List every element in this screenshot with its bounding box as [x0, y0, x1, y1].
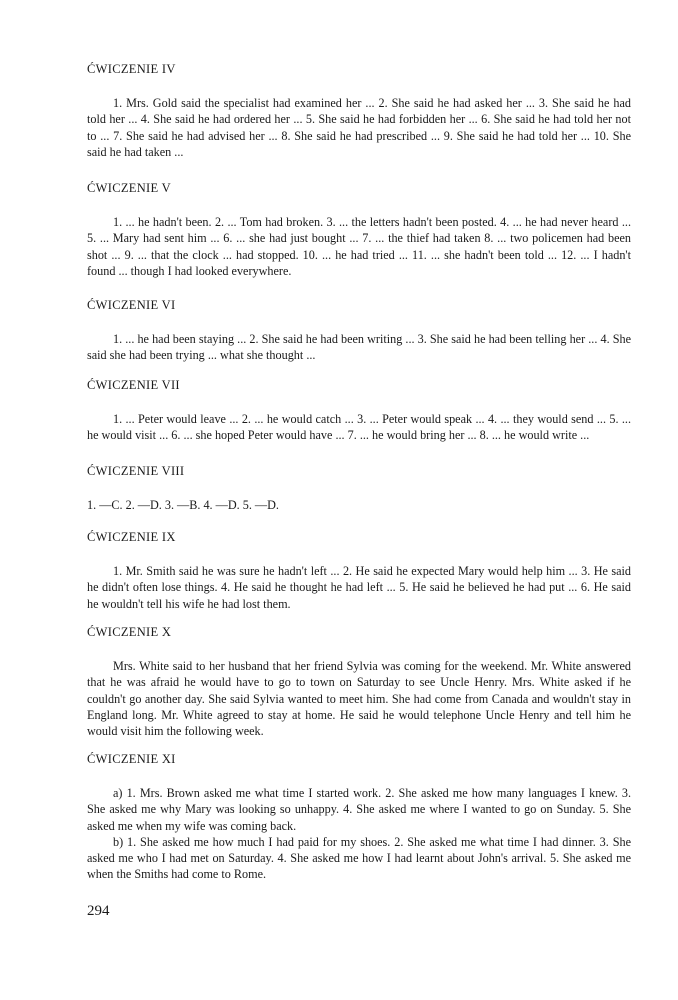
section-cwiczenie-xi: [87, 751, 631, 883]
section-cwiczenie-x: [87, 624, 631, 739]
page-number: 294: [87, 903, 110, 919]
section-heading: ĆWICZENIE IV: [87, 62, 176, 76]
section-cwiczenie-viii: [87, 463, 631, 513]
section-heading: ĆWICZENIE X: [87, 625, 172, 639]
section-cwiczenie-v: [87, 180, 631, 279]
section-cwiczenie-ix: [87, 529, 631, 612]
section-cwiczenie-vii: [87, 377, 631, 444]
section-heading: ĆWICZENIE XI: [87, 752, 176, 766]
section-paragraph: 1. ... Peter would leave ... 2. ... he would catch ... 3. ... Peter would speak ... 4. ... they would send ... 5. ... he would visit ... 6. ... she hoped Peter would have ... 7. ... he would bring her ... 8. ... he would write ...: [87, 412, 631, 443]
section-paragraph: 1. Mr. Smith said he was sure he hadn't left ... 2. He said he expected Mary would help him ... 3. He said he didn't often lose things. 4. He said he thought he had left ... 5. He said he believed he had put ... 6. He said he wouldn't tell his wife he had lost them.: [87, 564, 631, 611]
section-paragraph: b) 1. She asked me how much I had paid for my shoes. 2. She asked me what time I had dinner. 3. She asked me who I had met on Saturday. 4. She asked me how I had learnt about John's arrival. 5. She asked me when the Smiths had come to Rome.: [87, 834, 631, 882]
section-heading: ĆWICZENIE VII: [87, 378, 180, 392]
section-heading: ĆWICZENIE V: [87, 181, 171, 195]
section-cwiczenie-iv: [87, 61, 631, 160]
section-cwiczenie-vi: [87, 297, 631, 364]
section-paragraph: 1. ... he had been staying ... 2. She said he had been writing ... 3. She said he had been telling her ... 4. She said she had been trying ... what she thought ...: [87, 332, 631, 363]
section-heading: ĆWICZENIE VIII: [87, 464, 185, 478]
section-heading: ĆWICZENIE VI: [87, 298, 176, 312]
section-paragraph: a) 1. Mrs. Brown asked me what time I started work. 2. She asked me how many languages I knew. 3. She asked me why Mary was looking so unhappy. 4. She asked me where I wanted to go on Sunday. 5. She asked me when my wife was coming back.: [87, 786, 631, 833]
section-paragraph: 1. Mrs. Gold said the specialist had examined her ... 2. She said he had asked her ... 3. She said he had told her ... 4. She said he had ordered her ... 5. She said he had forbidden her ... 6. She said he had told her not to ... 7. She said he had advised her ... 8. She said he had prescribed ... 9. She said he had told her ... 10. She said he had taken ...: [87, 96, 631, 159]
section-paragraph: 1. ... he hadn't been. 2. ... Tom had broken. 3. ... the letters hadn't been posted. 4. ... he had never heard ... 5. ... Mary had sent him ... 6. ... she had just bought ... 7. ... the thief had taken 8. ... two policemen had been shot ... 9. ... that the clock ... had stopped. 10. ... he had tried ... 11. ... she hadn't been told ... 12. ... I hadn't found ... though I had looked everywhere.: [87, 215, 631, 278]
section-heading: ĆWICZENIE IX: [87, 530, 176, 544]
section-paragraph: 1. —C. 2. —D. 3. —B. 4. —D. 5. —D.: [87, 498, 279, 512]
section-paragraph: Mrs. White said to her husband that her friend Sylvia was coming for the weekend. Mr. White answered that he was afraid he would have to go to town on Saturday to see Uncle Henry. Mrs. White asked if he couldn't go another day. She said Sylvia wanted to meet him. She had come from Canada and wouldn't stay in England long. Mr. White agreed to stay at home. He said he would telephone Uncle Henry and tell him he would visit him the following week.: [87, 659, 631, 739]
